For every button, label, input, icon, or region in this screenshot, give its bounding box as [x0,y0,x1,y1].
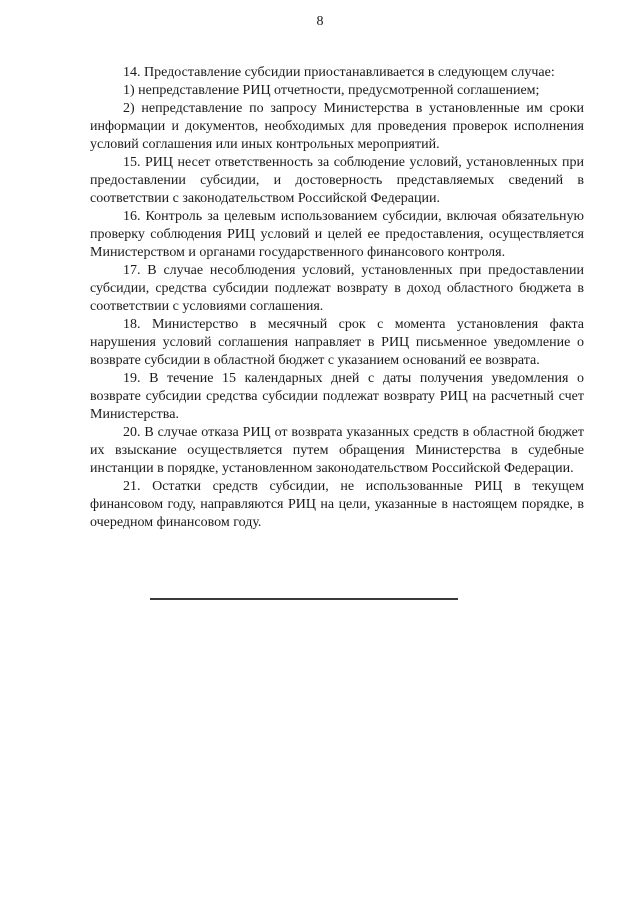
page-number: 8 [316,14,324,29]
document-body [90,64,584,532]
paragraph-17: 17. В случае несоблюдения условий, установленных при предоставлении субсидии, средства субсидии подлежат возврату в доход областного бюджета в соответствии с условиями соглашения. [90,263,584,314]
paragraph-16: 16. Контроль за целевым использованием субсидии, включая обязательную проверку соблюдения РИЦ условий и целей ее предоставления, осуществляется Министерством и органами государственного финансового контроля. [90,209,584,260]
paragraph-14-item-2: 2) непредставление по запросу Министерства в установленные им сроки информации и документов, необходимых для проведения проверок исполнения условий соглашения или иных контрольных мероприятий. [90,101,584,152]
paragraph-15: 15. РИЦ несет ответственность за соблюдение условий, установленных при предоставлении субсидии, и достоверность представляемых сведений в соответствии с законодательством Российской Федерации. [90,155,584,206]
paragraph-21: 21. Остатки средств субсидии, не использованные РИЦ в текущем финансовом году, направляются РИЦ на цели, указанные в настоящем порядке, в очередном финансовом году. [90,479,584,530]
paragraph-14: 14. Предоставление субсидии приостанавливается в следующем случае: [123,65,555,80]
paragraph-20: 20. В случае отказа РИЦ от возврата указанных средств в областной бюджет их взыскание осуществляется путем обращения Министерства в судебные инстанции в порядке, установленном законодательством Российской Федерации. [90,425,584,476]
paragraph-19: 19. В течение 15 календарных дней с даты получения уведомления о возврате субсидии средства субсидии подлежат возврату РИЦ на расчетный счет Министерства. [90,371,584,422]
end-separator-line [150,598,458,600]
paragraph-14-item-1: 1) непредставление РИЦ отчетности, предусмотренной соглашением; [123,83,540,98]
paragraph-18: 18. Министерство в месячный срок с момента установления факта нарушения условий соглашения направляет в РИЦ письменное уведомление о возврате субсидии в областной бюджет с указанием оснований ее возврата. [90,317,584,368]
